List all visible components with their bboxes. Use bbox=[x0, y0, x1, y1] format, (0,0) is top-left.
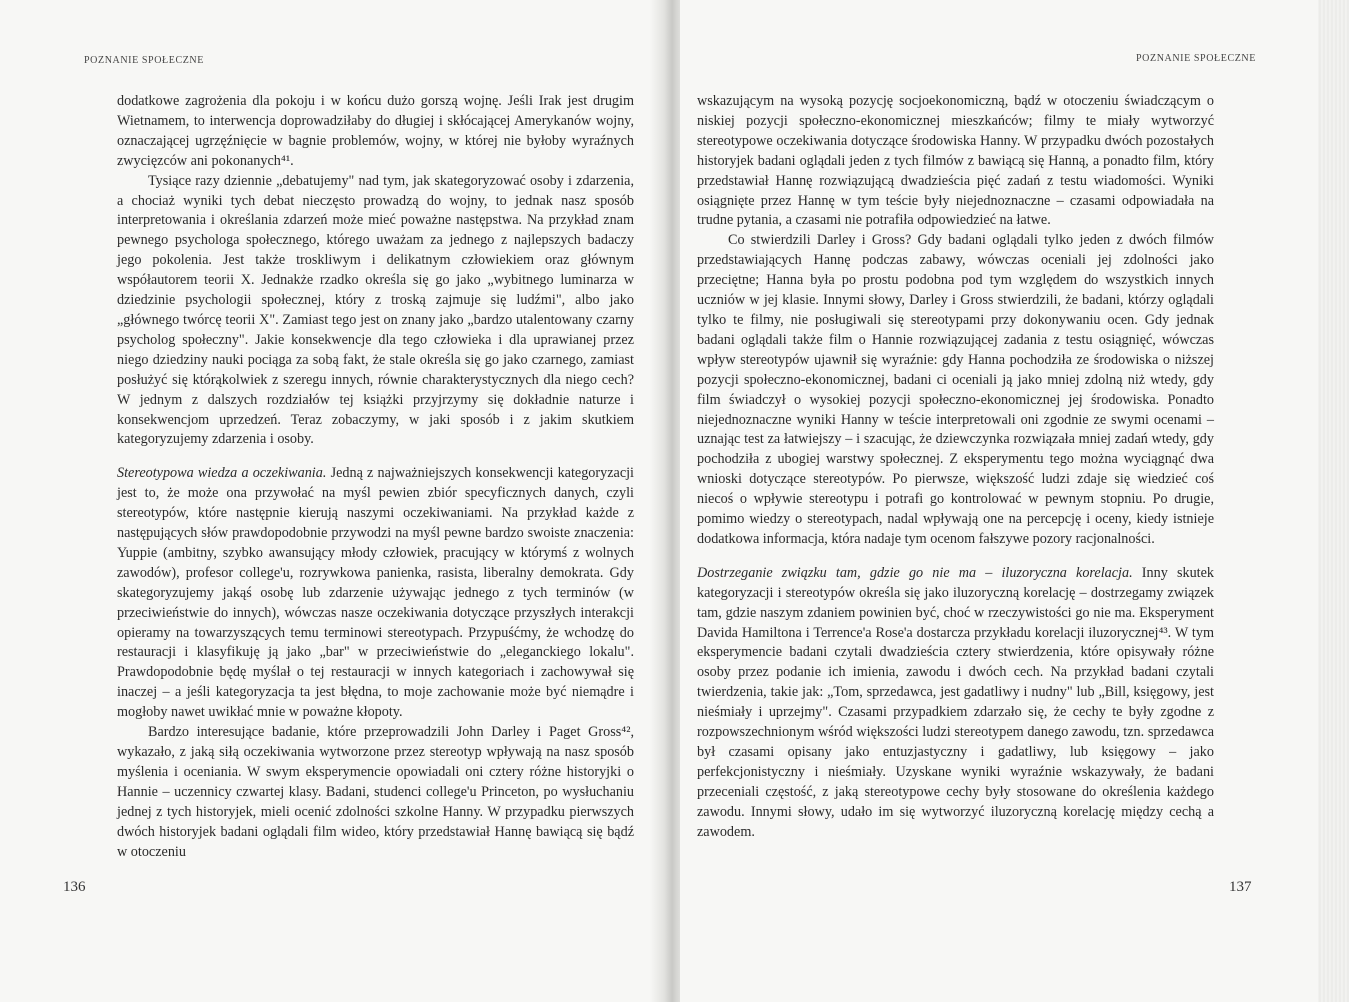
page-edge bbox=[1318, 0, 1349, 1002]
paragraph: wskazującym na wysoką pozycję socjoekonomiczną, bądź w otoczeniu świadczącym o niskiej pozycji społeczno-ekonomicznej mieszkańców; filmy te miały wytworzyć stereotypowe oczekiwania dotyczące środowiska Hanny. W przypadku dwóch pozostałych historyjek badani oglądali jeden z tych filmów z bawiącą się Hanną, a ponadto film, który przedstawiał Hannę rozwiązującą dwadzieścia pięć zadań z testu wiadomości. Wyniki osiągnięte przez Hannę w tym teście były niejednoznaczne – czasami odpowiadała na trudne pytania, a czasami nie potrafiła odpowiedzieć na łatwe. bbox=[697, 93, 1214, 229]
section-text: Inny skutek kategoryzacji i stereotypów określa się jako iluzoryczną korelację – dostrzegamy związek tam, gdzie naszym zdaniem powinien być, choć w rzeczywistości go nie ma. Eksperyment Davida Hamiltona i Terrence'a Rose'a dostarcza przykładu korelacji iluzorycznej⁴³. W tym eksperymencie badani czytali dwadzieścia cztery stwierdzenia, które opisywały różne osoby przez podanie ich imienia, zawodu i dwóch cech. Na przykład badani czytali twierdzenia, takie jak: „Tom, sprzedawca, jest gadatliwy i nudny" lub „Bill, księgowy, jest nieśmiały i uprzejmy". Czasami przypadkiem zdarzało się, że cechy te były zgodne z rozpowszechnionym wśród większości ludzi stereotypem danego zawodu, tzn. sprzedawca był czasami opisany jako entuzjastyczny i gadatliwy, lub księgowy – jako perfekcjonistyczny i nieśmiały. Uzyskane wyniki wyraźnie wskazywały, że badani przeceniali częstość, z jaką stereotypowe cechy były stosowane do określenia każdego zawodu. Innymi słowy, udało im się wytworzyć iluzoryczną korelację między cechą a zawodem. bbox=[697, 564, 1214, 840]
section-paragraph bbox=[697, 564, 1214, 843]
paragraph: Co stwierdzili Darley i Gross? Gdy badani oglądali tylko jeden z dwóch filmów przedstawiających Hannę podczas zabawy, wówczas oceniali jej zdolności jako przeciętne; Hanna była po prostu podobna pod tym względem do wszystkich innych uczniów w jej klasie. Innymi słowy, Darley i Gross stwierdzili, że badani, którzy oglądali tylko te filmy, nie posługiwali się stereotypami przy dokonywaniu ocen. Gdy jednak badani oglądali także film o Hannie rozwiązującej zadania z testu osiągnięć, wówczas wpływ stereotypów ujawnił się wyraźnie: gdy Hanna pochodziła ze środowiska o niższej pozycji społeczno-ekonomicznej, badani ci oceniali ją jako mniej zdolną niż wtedy, gdy film świadczył o wysokiej pozycji społeczno-ekonomicznej jej środowiska. Ponadto niejednoznaczne wyniki Hanny w teście interpretowali oni zgodnie ze swymi ocenami – uznając test za łatwiejszy – i szacując, że dziewczynka rozwiązała mniej zadań wtedy, gdy pochodziła z ubogiej warstwy społecznej. Z eksperymentu tego można wyciągnąć dwa wnioski dotyczące stereotypów. Po pierwsze, większość ludzi zdaje się wiedzieć coś niecoś o wpływie stereotypu i potrafi go kontrolować w pewnym stopniu. Po drugie, pomimo wiedzy o stereotypach, nadal wpływają one na percepcję i oceny, kiedy istnieje dodatkowa informacja, która nadaje tym ocenom fałszywe pozory racjonalności. bbox=[697, 232, 1214, 547]
section-paragraph bbox=[117, 464, 634, 723]
section-lead: Stereotypowa wiedza a oczekiwania. bbox=[117, 465, 327, 482]
section-text: Jedną z najważniejszych konsekwencji kategoryzacji jest to, że może ona przywołać na myśl pewien zbiór specyficznych danych, czyli stereotypów, które następnie kierują naszymi oczekiwaniami. Na przykład każde z następujących słów prawdopodobnie przywodzi na myśl pewne bardzo swoiste znaczenia: Yuppie (ambitny, szybko awansujący młody człowiek, pracujący w którymś z wolnych zawodów), profesor college'u, rozrywkowa panienka, rasista, liberalny demokrata. Gdy skategoryzujemy jakąś osobę lub zdarzenie używając jednego z tych terminów (w przeciwieństwie do innych), wówczas nasze oczekiwania dotyczące przyszłych interakcji opieramy na towarzyszących temu terminowi stereotypach. Przypuśćmy, że wchodzę do restauracji i klasyfikuję ją jako „bar" w przeciwieństwie do „eleganckiego lokalu". Prawdopodobnie będę myślał o tej restauracji w innych kategoriach i zachowywał się inaczej – a jeśli kategoryzacja ta jest błędna, to moje zachowanie może być niemądre i mogłoby nawet uwikłać mnie w poważne kłopoty. bbox=[117, 465, 634, 721]
running-head-right: POZNANIE SPOŁECZNE bbox=[1136, 53, 1256, 64]
paragraph: Tysiące razy dziennie „debatujemy" nad tym, jak skategoryzować osoby i zdarzenia, a chociaż wyniki tych debat nieczęsto prowadzą do wojny, to jednak nasz sposób interpretowania i określania zdarzeń może mieć poważne następstwa. Na przykład znam pewnego psychologa społecznego, którego uważam za jednego z najlepszych badaczy jego pokolenia. Jest także troskliwym i delikatnym człowiekiem oraz głównym współautorem teorii X. Jednakże rzadko określa się go jako „wybitnego luminarza w dziedzinie psychologii społecznej, który z troską zajmuje się ludźmi", albo jako „głównego twórcę teorii X". Zamiast tego jest on znany jako „bardzo utalentowany czarny psycholog społeczny". Jakie konsekwencje dla tego człowieka i dla uprawianej przez niego dziedziny nauki pociąga za sobą fakt, że stale określa się go jako czarnego, zamiast posłużyć się którąkolwiek z szeregu innych, równie charakterystycznych dla niego cech? W jednym z dalszych rozdziałów tej książki przyjrzymy się dokładnie naturze i konsekwencjom uprzedzeń. Teraz zobaczymy, w jaki sposób i z jakim skutkiem kategoryzujemy zdarzenia i osoby. bbox=[117, 172, 634, 448]
section-lead: Dostrzeganie związku tam, gdzie go nie ma – iluzoryczna korelacja. bbox=[697, 564, 1133, 581]
running-head-left: POZNANIE SPOŁECZNE bbox=[84, 55, 204, 66]
right-page-body bbox=[697, 92, 1214, 843]
left-page bbox=[0, 0, 662, 1002]
page-number-left: 136 bbox=[63, 879, 86, 895]
page-number-right: 137 bbox=[1229, 879, 1252, 895]
paragraph: Bardzo interesujące badanie, które przeprowadzili John Darley i Paget Gross⁴², wykazało, z jaką siłą oczekiwania wytworzone przez stereotyp wpływają na nasz sposób myślenia i oceniania. W swym eksperymencie opowiadali oni cztery różne historyjki o Hannie – uczennicy czwartej klasy. Badani, studenci college'u Princeton, po wysłuchaniu jednej z tych historyjek, mieli ocenić zdolności szkolne Hanny. W przypadku pierwszych dwóch historyjek badani oglądali film wideo, który przedstawiał Hannę bawiącą się bądź w otoczeniu bbox=[117, 724, 634, 860]
left-page-body bbox=[117, 92, 634, 862]
paragraph: dodatkowe zagrożenia dla pokoju i w końcu dużo gorszą wojnę. Jeśli Irak jest drugim Wietnamem, to interwencja doprowadziłaby do długiej i skłócającej Amerykanów wojny, oznaczającej ugrzęźnięcie w bagnie problemów, wojny, w której nie byłoby wyraźnych zwycięzców ani pokonanych⁴¹. bbox=[117, 93, 634, 169]
